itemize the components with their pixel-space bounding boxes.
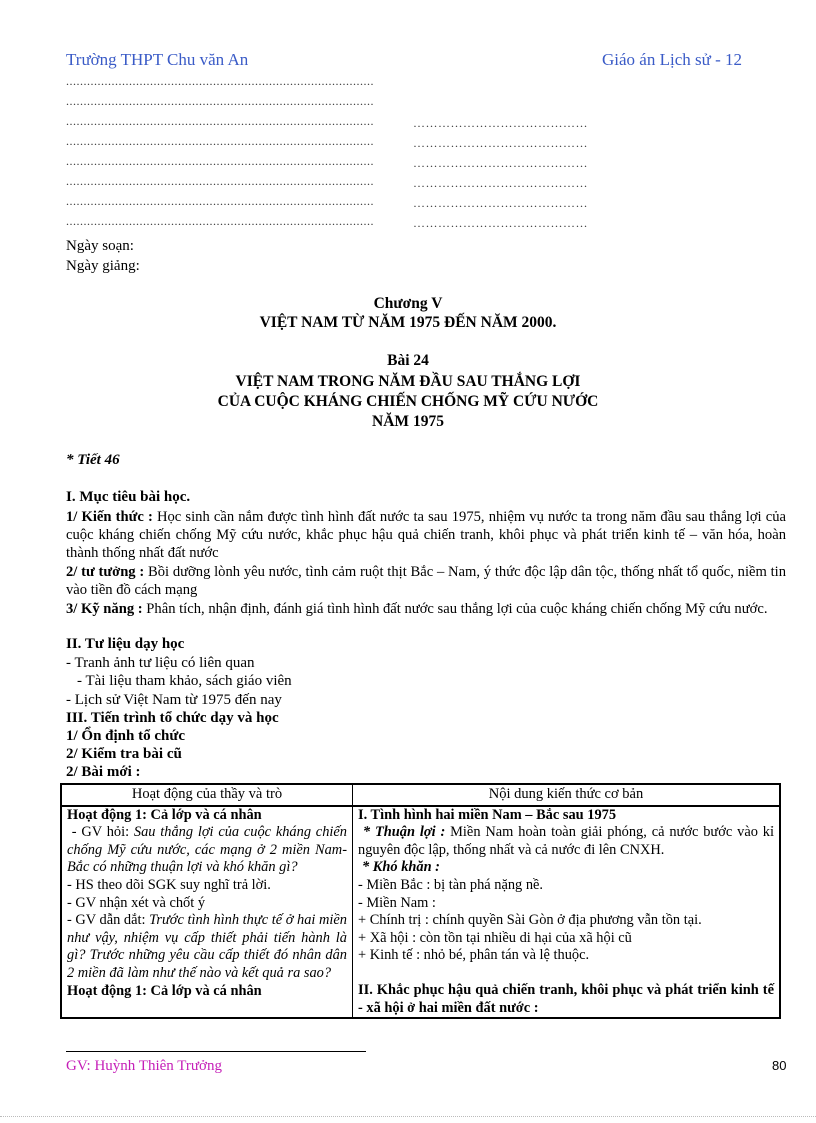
lesson-label: Bài 24 — [387, 352, 429, 369]
gv-question — [67, 824, 347, 877]
dotted-line: ........................................................................................ — [66, 154, 374, 168]
dotted-line: …………………………………… — [413, 176, 588, 190]
prep-date-label: Ngày soạn: — [66, 238, 134, 254]
material-item: - Lịch sử Việt Nam từ 1975 đến nay — [66, 692, 282, 708]
teach-date-label: Ngày giảng: — [66, 258, 140, 274]
period-label: * Tiết 46 — [66, 452, 120, 468]
lesson-title-line-3: NĂM 1975 — [372, 413, 444, 430]
dotted-line: …………………………………… — [413, 116, 588, 130]
dotted-line: ........................................................................................ — [66, 174, 374, 188]
dotted-line: ........................................................................................ — [66, 94, 374, 108]
advantages-label: * Thuận lợi : — [362, 824, 446, 841]
school-name: Trường THPT Chu văn An — [66, 50, 249, 69]
gv-comment: - GV nhận xét và chốt ý — [67, 894, 206, 911]
dotted-line: ........................................................................................ — [66, 114, 374, 128]
subject-title: Giáo án Lịch sử - 12 — [602, 50, 742, 69]
society-item: + Xã hội : còn tồn tại nhiều di hại của xã hội cũ — [358, 929, 632, 946]
knowledge-label: 1/ Kiến thức : — [66, 509, 153, 525]
dotted-line: …………………………………… — [413, 156, 588, 170]
skill-text: Phân tích, nhận định, đánh giá tình hình đất nước sau thắng lợi của cuộc kháng chiến chống Mỹ cứu nước. — [146, 601, 768, 617]
step-item: 2/ Bài mới : — [66, 764, 141, 780]
material-item: - Tranh ảnh tư liệu có liên quan — [66, 655, 255, 671]
dotted-line: ........................................................................................ — [66, 194, 374, 208]
lesson-title-line-2: CỦA CUỘC KHÁNG CHIẾN CHỐNG MỸ CỨU NƯỚC — [217, 393, 599, 410]
gv-lead-prefix: - GV dẫn dắt: — [67, 912, 146, 929]
lesson-title-line-1: VIỆT NAM TRONG NĂM ĐẦU SAU THẮNG LỢI — [235, 373, 581, 390]
lesson-activity-table — [60, 783, 781, 1019]
chapter-title: VIỆT NAM TỪ NĂM 1975 ĐẾN NĂM 2000. — [259, 314, 557, 331]
spacer — [358, 965, 774, 982]
difficulties-label: * Khó khăn : — [362, 859, 440, 876]
advantages — [358, 824, 774, 859]
step-item: 2/ Kiểm tra bài cũ — [66, 746, 182, 762]
thought-label: 2/ tư tưởng : — [66, 564, 145, 580]
dotted-line: ........................................................................................ — [66, 214, 374, 228]
materials-heading: II. Tư liệu dạy học — [66, 636, 185, 652]
table-header-row — [61, 784, 780, 806]
activity-1-title: Hoạt động 1: Cả lớp và cá nhân — [67, 806, 262, 823]
footer-divider — [66, 1051, 366, 1052]
hs-response: - HS theo dõi SGK suy nghĩ trả lời. — [67, 876, 271, 893]
north-item: - Miền Bắc : bị tàn phá nặng nề. — [358, 876, 544, 893]
material-item: - Tài liệu tham khảo, sách giáo viên — [77, 673, 292, 689]
teacher-name: GV: Huỳnh Thiên Trưởng — [66, 1058, 222, 1074]
gv-lead-text: Trước tình hình thực tế ở hai miền như vậy, nhiệm vụ cấp thiết phải tiến hành là gì? Trước những yêu cầu cấp thiết đó nhân dân 2 miền đã làm như thế nào và kết quả ra sao? — [67, 912, 347, 981]
thought-text: Bồi dưỡng lònh yêu nước, tình cảm ruột thịt Bắc – Nam, ý thức độc lập dân tộc, thống nhất tổ quốc, niềm tin vào tiền đồ cách mạng — [66, 564, 786, 598]
gv-question-text: Sau thắng lợi của cuộc kháng chiến chống Mỹ cứu nước, các mạng ở 2 miền Nam-Bắc có những thuận lợi và khó khăn gì? — [67, 824, 347, 876]
table-row — [61, 806, 780, 1019]
section-1-title: I. Tình hình hai miền Nam – Bắc sau 1975 — [358, 806, 617, 823]
thought-paragraph — [66, 563, 786, 599]
dotted-line: …………………………………… — [413, 136, 588, 150]
dotted-line: …………………………………… — [413, 196, 588, 210]
south-item: - Miền Nam : — [358, 894, 436, 911]
content-cell — [353, 806, 781, 1019]
activities-cell — [61, 806, 353, 1019]
page-bottom-border — [0, 1116, 816, 1117]
step-item: 1/ Ổn định tổ chức — [66, 728, 186, 744]
dotted-line: ........................................................................................ — [66, 134, 374, 148]
knowledge-paragraph — [66, 508, 786, 562]
process-heading: III. Tiến trình tổ chức dạy và học — [66, 710, 279, 726]
economy-item: + Kinh tế : nhỏ bé, phân tán và lệ thuộc. — [358, 947, 590, 964]
skill-paragraph — [66, 600, 786, 618]
section-2-title: II. Khắc phục hậu quả chiến tranh, khôi phục và phát triển kinh tế - xã hội ở hai miền đất nước : — [358, 981, 774, 1016]
table-header-content: Nội dung kiến thức cơ bản — [353, 784, 781, 806]
advantages-text: Miền Nam hoàn toàn giải phóng, cả nước bước vào kỉ nguyên độc lập, thống nhất và cả nước đi lên CNXH. — [358, 824, 774, 858]
gv-lead — [67, 912, 347, 982]
gv-question-prefix: - GV hỏi: — [71, 824, 130, 841]
dotted-line: ........................................................................................ — [66, 74, 374, 88]
chapter-label: Chương V — [373, 295, 443, 312]
politics-item: + Chính trị : chính quyền Sài Gòn ở địa phương vẫn tồn tại. — [358, 912, 702, 929]
objectives-heading: I. Mục tiêu bài học. — [66, 489, 191, 505]
skill-label: 3/ Kỹ năng : — [66, 601, 143, 617]
table-header-activities: Hoạt động của thầy và trò — [61, 784, 353, 806]
activity-2-title: Hoạt động 1: Cả lớp và cá nhân — [67, 982, 262, 999]
dotted-line: …………………………………… — [413, 216, 588, 230]
page-number: 80 — [772, 1058, 787, 1073]
knowledge-text: Học sinh cần nắm được tình hình đất nước ta sau 1975, nhiệm vụ nước ta trong năm đầu sau thắng lợi của cuộc kháng chiến chống Mỹ cứu nước, khắc phục hậu quả chiến tranh, khôi phục và phát triển kinh tế – văn hóa, hoàn thành thống nhất đất nước — [66, 509, 786, 561]
